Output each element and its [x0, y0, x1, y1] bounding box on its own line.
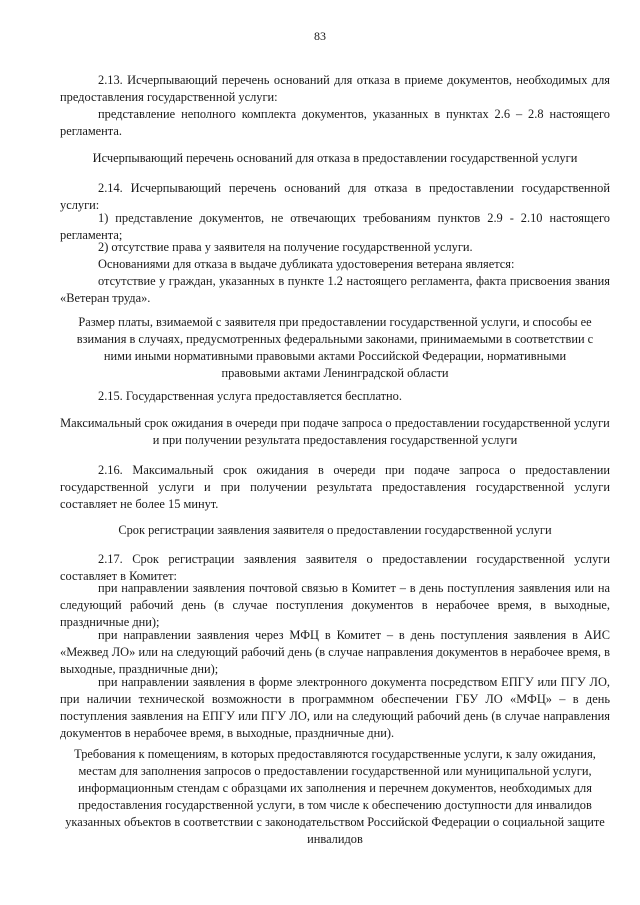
paragraph-2-17-mail: при направлении заявления почтовой связью в Комитет – в день поступления заявления или на следующий рабочий день (в случае поступления документов в нерабочее время, в выходные, праздничные дни); [60, 581, 610, 629]
paragraph-2-17-mfc: при направлении заявления через МФЦ в Комитет – в день поступления заявления в АИС «Межвед ЛО» или на следующий рабочий день (в случае направления документов в нерабочее время, в выходные, праздничные дни); [60, 628, 610, 676]
heading-refusal-grounds: Исчерпывающий перечень оснований для отказа в предоставлении государственной услуги [92, 151, 578, 165]
paragraph-2-13-item: представление неполного комплекта документов, указанных в пунктах 2.6 – 2.8 настоящего регламента. [60, 107, 610, 138]
paragraph-2-16: 2.16. Максимальный срок ожидания в очереди при подаче запроса о предоставлении государственной услуги и при получении результата предоставления государственной услуги составляет не более 15 минут. [60, 463, 610, 511]
heading-max-wait: Максимальный срок ожидания в очереди при подаче запроса о предоставлении государственной услуги и при получении результата предоставления государственной услуги [60, 416, 610, 447]
paragraph-duplicate-grounds-item: отсутствие у граждан, указанных в пункте 1.2 настоящего регламента, факта присвоения звания «Ветеран труда». [60, 274, 610, 305]
paragraph-duplicate-grounds: Основаниями для отказа в выдаче дубликата удостоверения ветерана является: [98, 257, 515, 271]
paragraph-2-17: 2.17. Срок регистрации заявления заявителя о предоставлении государственной услуги составляет в Комитет: [60, 552, 610, 583]
paragraph-2-14-item-1: 1) представление документов, не отвечающих требованиям пунктов 2.9 - 2.10 настоящего регламента; [60, 211, 610, 242]
heading-premises-requirements: Требования к помещениям, в которых предоставляются государственные услуги, к залу ожидания, местам для заполнения запросов о предоставлении государственной или муниципальной услуги, информационным стендам с образцами их заполнения и перечнем документов, необходимых для предоставления государственной услуги, в том числе к обеспечению доступности для инвалидов указанных объектов в соответствии с законодательством Российской Федерации о социальной защите инвалидов [65, 747, 605, 846]
paragraph-2-17-electronic: при направлении заявления в форме электронного документа посредством ЕПГУ или ПГУ ЛО, при наличии технической возможности в программном обеспечении ГБУ ЛО «МФЦ» – в день поступления заявления на ЕПГУ или ПГУ ЛО, или на следующий рабочий день (в случае направления документов в нерабочее время, в выходные, праздничные дни). [60, 675, 610, 740]
page-number: 83 [314, 29, 326, 43]
paragraph-2-13: 2.13. Исчерпывающий перечень оснований для отказа в приеме документов, необходимых для предоставления государственной услуги: [60, 73, 610, 104]
heading-registration-term: Срок регистрации заявления заявителя о предоставлении государственной услуги [118, 523, 552, 537]
heading-fee: Размер платы, взимаемой с заявителя при предоставлении государственной услуги, и способы ее взимания в случаях, предусмотренных федеральными законами, принимаемыми в соответствии с ними иными нормативными правовыми актами Российской Федерации, нормативными правовыми актами Ленинградской области [76, 315, 594, 380]
paragraph-2-15: 2.15. Государственная услуга предоставляется бесплатно. [98, 389, 402, 403]
paragraph-2-14-item-2: 2) отсутствие права у заявителя на получение государственной услуги. [98, 240, 473, 254]
paragraph-2-14: 2.14. Исчерпывающий перечень оснований для отказа в предоставлении государственной услуги: [60, 181, 610, 212]
